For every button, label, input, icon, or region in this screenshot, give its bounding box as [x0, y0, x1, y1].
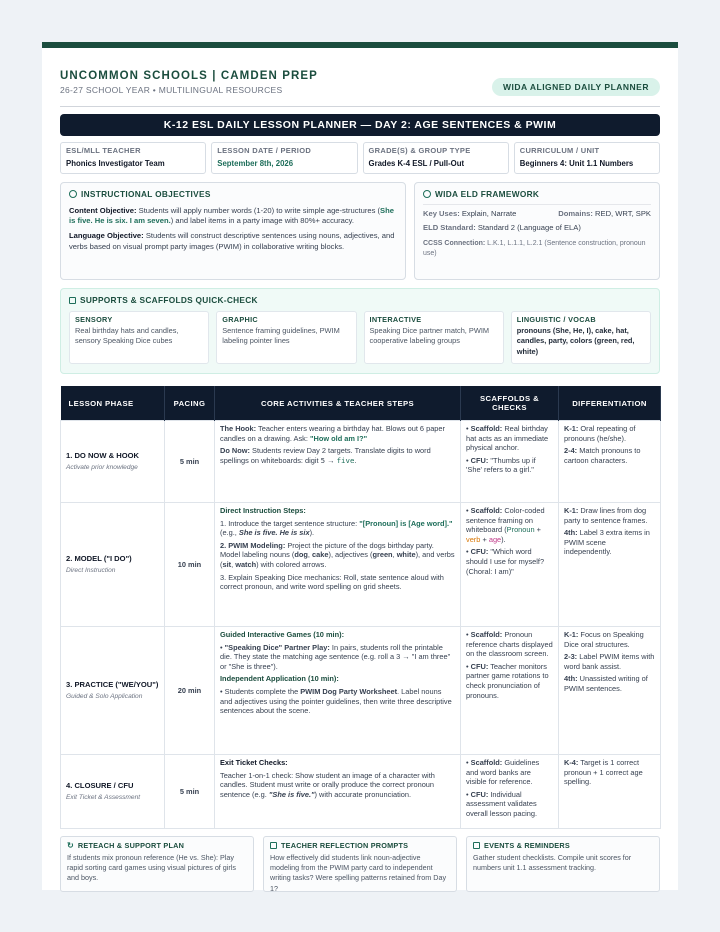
pacing-cell: 5 min — [165, 421, 215, 503]
calendar-icon — [473, 842, 480, 849]
diff-item — [564, 446, 655, 465]
support-linguistic — [511, 311, 651, 364]
diff-text: Focus on Speaking Dice oral structures. — [564, 630, 644, 649]
key-uses-value: Explain, Narrate — [459, 209, 517, 218]
key-uses-label: Key Uses: — [423, 209, 460, 218]
diff-item — [564, 758, 655, 787]
ccss-connection — [423, 239, 651, 258]
phase-cell — [61, 503, 165, 627]
wida-key-uses-row — [423, 209, 651, 219]
step-1-frame: "[Pronoun] is [Age word]." — [359, 518, 453, 528]
do-now-label: Do Now: — [220, 446, 250, 456]
meta-label: ESL/MLL TEACHER — [66, 146, 141, 155]
meta-value: Beginners 4: Unit 1.1 Numbers — [519, 159, 634, 168]
phase-subtitle: Exit Ticket & Assessment — [66, 793, 141, 801]
diff-label: K-1: — [564, 424, 579, 433]
step-3: 3. Explain Speaking Dice mechanics: Roll, state sentence aloud with correct pronoun, and write word spelling on grid sheets. — [220, 572, 444, 592]
phase-cell — [61, 627, 165, 755]
key-uses — [423, 209, 516, 219]
verb-sit: sit — [222, 559, 232, 569]
exit-ticket-example: "She is five." — [268, 789, 315, 799]
phase-name: 1. DO NOW & HOOK — [66, 450, 139, 460]
support-text: Sentence framing guidelines, PWIM labeling pointer lines — [222, 326, 340, 346]
meta-value: Grades K-4 ESL / Pull-Out — [368, 159, 465, 168]
scaffold-item: • Scaffold: Guidelines and word banks are visible for reference. — [466, 758, 540, 787]
reflection-panel — [263, 836, 457, 892]
adj-white: white — [396, 550, 416, 560]
phase-name: 4. CLOSURE / CFU — [66, 780, 134, 790]
events-text: Gather student checklists. Compile unit scores for numbers unit 1.1 assessment tracking. — [473, 853, 632, 873]
noun-cake: cake — [312, 550, 329, 560]
cfu-item: • CFU: "Which word should I use for myself? (Choral: I am)" — [466, 547, 545, 576]
meta-date — [211, 142, 357, 174]
support-label: LINGUISTIC / VOCAB — [516, 315, 596, 324]
bullet: • — [220, 642, 225, 652]
worksheet-name: PWIM Dog Party Worksheet — [300, 686, 398, 696]
step-2-label: 2. PWIM Modeling: — [220, 540, 286, 550]
diff-text: Oral repeating of pronouns (he/she). — [564, 424, 636, 443]
layers-icon — [69, 297, 76, 304]
pacing-cell: 5 min — [165, 755, 215, 829]
wida-badge: WIDA ALIGNED DAILY PLANNER — [492, 78, 660, 96]
support-label: SENSORY — [75, 315, 113, 324]
objectives-heading — [69, 189, 397, 199]
diff-label: 2-3: — [564, 652, 578, 662]
activities-cell — [215, 421, 461, 503]
scaffold-label: Scaffold: — [470, 506, 503, 515]
scaffold-text: Guidelines and word banks are visible for reference. — [466, 758, 540, 787]
differentiation-cell — [559, 503, 661, 627]
table-row — [61, 421, 661, 503]
diff-label: K-1: — [564, 506, 579, 515]
diff-text: Label PWIM items with word bank assist. — [564, 652, 655, 671]
pacing-cell: 20 min — [165, 627, 215, 755]
independent-text — [220, 687, 455, 716]
ccss-label: CCSS Connection: — [423, 240, 486, 248]
cfu-label: CFU: — [470, 547, 489, 557]
diff-label: 2-4: — [564, 446, 578, 456]
content-objective-text: Students will apply number words (1-20) to write simple age-structures ( — [136, 206, 381, 215]
phase-cell — [61, 421, 165, 503]
eld-value: Standard 2 (Language of ELA) — [475, 223, 581, 233]
step-1-eg: (e.g., — [220, 528, 239, 538]
scaffold-text: Pronoun reference charts displayed on the classroom screen. — [466, 630, 553, 659]
diff-text: Unassisted writing of PWIM sentences. — [564, 674, 648, 693]
phase-subtitle: Guided & Solo Application — [66, 692, 143, 700]
diff-item — [564, 652, 655, 671]
support-text: pronouns (She, He, I), cake, hat, candles, party, colors (green, red, white) — [516, 326, 635, 356]
col-pacing: PACING — [165, 386, 215, 421]
col-scaffolds: SCAFFOLDS & CHECKS — [461, 386, 559, 421]
cfu-text: "Thumbs up if 'She' refers to a girl." — [466, 455, 536, 475]
support-label: INTERACTIVE — [369, 315, 422, 324]
reflection-heading-text: TEACHER REFLECTION PROMPTS — [281, 841, 409, 850]
meta-value: September 8th, 2026 — [217, 159, 294, 168]
brand-subtitle: 26-27 SCHOOL YEAR • MULTILINGUAL RESOURCES — [60, 85, 283, 95]
language-objective — [69, 231, 397, 251]
phase-subtitle: Activate prior knowledge — [66, 463, 138, 471]
target-icon — [69, 190, 77, 198]
meta-label: GRADE(S) & GROUP TYPE — [368, 146, 471, 155]
reflection-heading — [270, 841, 450, 850]
page-title — [60, 114, 660, 136]
supports-heading-text: SUPPORTS & SCAFFOLDS QUICK-CHECK — [80, 295, 258, 305]
exit-ticket-end: ) with accurate pronunciation. — [314, 789, 412, 799]
supports-heading — [69, 295, 651, 305]
support-label: GRAPHIC — [222, 315, 258, 324]
activities-heading: Direct Instruction Steps: — [220, 506, 306, 515]
support-graphic — [216, 311, 356, 364]
guided-body: In pairs, students roll the printable die. They state the matching age sentence (e.g. roll a 3 → "I am three" or "She is three"). — [220, 642, 451, 671]
lesson-table — [60, 386, 661, 829]
content-objective-text-end: ) and label items in a party image with 80%+ accuracy. — [170, 216, 354, 226]
diff-label: K-1: — [564, 630, 579, 639]
events-panel — [466, 836, 660, 892]
scaffold-text: Color-coded sentence framing on whiteboard ( — [466, 506, 545, 535]
domains-label: Domains: — [558, 209, 593, 218]
refresh-icon: ↻ — [67, 841, 74, 850]
do-now-text — [220, 446, 455, 465]
meta-grade — [363, 142, 509, 174]
diff-item — [564, 674, 655, 693]
diff-item — [564, 630, 655, 649]
activities-cell — [215, 503, 461, 627]
globe-icon — [423, 190, 431, 198]
frame-age: age — [488, 534, 502, 544]
step-1-example: She is five. He is six — [238, 528, 310, 538]
hook-quote: "How old am I?" — [309, 433, 368, 443]
content-objective-label: Content Objective: — [69, 206, 137, 215]
adj-green: green — [372, 550, 393, 560]
step-2-text-c: ), and verbs ( — [220, 550, 455, 569]
col-lesson-phase: LESSON PHASE — [61, 386, 165, 421]
ccss-note: (Sentence construction, pronoun use) — [423, 240, 646, 257]
domains — [558, 209, 651, 219]
lightbulb-icon — [270, 842, 277, 849]
phase-cell — [61, 755, 165, 829]
differentiation-cell — [559, 627, 661, 755]
scaffold-item: • Scaffold: Pronoun reference charts displayed on the classroom screen. — [466, 630, 553, 659]
diff-text: Match pronouns to cartoon characters. — [564, 446, 641, 465]
pacing-cell: 10 min — [165, 503, 215, 627]
diff-label: K-4: — [564, 758, 579, 767]
reflection-text: How effectively did students link noun-adjective modeling from the PWIM party card to independent writing tasks? Were spelling patterns retained from Day 1? — [270, 853, 447, 893]
independent-heading: Independent Application (10 min): — [220, 674, 339, 684]
reteach-heading — [67, 841, 247, 850]
step-2-text-d: ) with colored arrows. — [256, 559, 327, 569]
scaffold-item: • Scaffold: Color-coded sentence framing on whiteboard (Pronoun + verb + age). — [466, 506, 545, 544]
reteach-heading-text: RETEACH & SUPPORT PLAN — [77, 841, 185, 850]
verb-watch: watch — [235, 559, 257, 569]
col-differentiation: DIFFERENTIATION — [559, 386, 661, 421]
step-2 — [220, 541, 455, 570]
independent-body: • Students complete the — [220, 686, 301, 696]
diff-item — [564, 424, 655, 443]
domains-value: RED, WRT, SPK — [592, 209, 651, 218]
cfu-item: • CFU: "Thumbs up if 'She' refers to a girl." — [466, 455, 536, 475]
phase-subtitle: Direct Instruction — [66, 566, 116, 574]
frame-plus: + — [534, 525, 541, 535]
scaffold-cell — [461, 755, 559, 829]
support-interactive — [364, 311, 504, 364]
cfu-text: Teacher monitors partner game rotations to check pronunciation of pronouns. — [466, 661, 549, 700]
do-now-end: . — [354, 455, 357, 465]
diff-label: 4th: — [564, 674, 578, 684]
support-text: Real birthday hats and candles, sensory Speaking Dice cubes — [75, 326, 179, 346]
step-2-text-b: ), adjectives ( — [328, 550, 373, 560]
supports-grid — [69, 311, 651, 364]
guided-heading: Guided Interactive Games (10 min): — [220, 630, 345, 639]
header-divider — [60, 106, 660, 107]
separator: , — [231, 559, 236, 569]
reteach-text: If students mix pronoun reference (He vs. She): Play rapid sorting card games using visual pictures of girls and boys. — [67, 853, 236, 883]
objectives-panel — [60, 182, 406, 280]
cfu-label: CFU: — [470, 455, 489, 465]
support-text: Speaking Dice partner match, PWIM cooperative labeling groups — [369, 326, 490, 346]
objectives-heading-text: INSTRUCTIONAL OBJECTIVES — [81, 189, 211, 199]
exit-ticket-body: Teacher 1-on-1 check: Show student an image of a character with candles. Student must write or orally produce the correct pronoun sentence (e.g. — [220, 770, 435, 799]
scaffold-label: Scaffold: — [470, 424, 503, 433]
language-objective-text: Students will construct descriptive sentences using nouns, adjectives, and verbs based on visual prompt party images (PWIM) in collaborative writing blocks. — [69, 231, 395, 251]
frame-end: ). — [501, 534, 506, 544]
table-header-row — [61, 386, 661, 421]
scaffold-cell — [461, 503, 559, 627]
eld-label: ELD Standard: — [423, 223, 476, 233]
do-now-word: five — [336, 455, 355, 465]
meta-value: Phonics Investigator Team — [66, 159, 165, 168]
frame-verb: verb — [466, 534, 481, 544]
brand-block — [60, 70, 318, 95]
page-title-text: K-12 ESL DAILY LESSON PLANNER — DAY 2: AGE SENTENCES & PWIM — [163, 119, 557, 131]
diff-text: Draw lines from dog party to sentence frames. — [564, 506, 648, 525]
table-row — [61, 755, 661, 829]
cfu-item: • CFU: Individual assessment validates overall lesson pacing. — [466, 789, 538, 818]
scaffold-cell — [461, 421, 559, 503]
exit-ticket-text — [220, 771, 455, 800]
step-2-text: Project the picture of the dogs birthday party. Model labeling nouns ( — [220, 540, 434, 560]
col-core-activities: CORE ACTIVITIES & TEACHER STEPS — [215, 386, 461, 421]
meta-curriculum — [514, 142, 660, 174]
hook-body: Teacher enters wearing a birthday hat. Blows out 6 paper candles on a drawing. Ask: — [220, 424, 445, 443]
do-now-arrow: → — [325, 455, 337, 465]
noun-dog: dog — [294, 550, 308, 560]
cfu-label: CFU: — [470, 789, 489, 799]
cfu-label: CFU: — [470, 661, 489, 671]
support-sensory — [69, 311, 209, 364]
content-objective — [69, 206, 397, 226]
step-1 — [220, 519, 455, 538]
table-row — [61, 627, 661, 755]
cfu-text: "Which word should I use for myself? (Choral: I am)" — [466, 547, 545, 576]
scaffold-cell — [461, 627, 559, 755]
diff-item — [564, 528, 655, 557]
do-now-digit: 5 — [320, 455, 326, 465]
eld-standard — [423, 223, 651, 233]
meta-teacher — [60, 142, 206, 174]
phase-name: 3. PRACTICE ("WE/YOU") — [66, 679, 159, 689]
hook-text — [220, 424, 455, 443]
separator: , — [307, 550, 313, 560]
wida-divider — [423, 204, 651, 205]
activities-cell — [215, 755, 461, 829]
wida-heading-text: WIDA ELD FRAMEWORK — [435, 189, 540, 199]
wida-heading — [423, 189, 651, 199]
differentiation-cell — [559, 755, 661, 829]
frame-plus: + — [480, 534, 489, 544]
language-objective-label: Language Objective: — [69, 231, 144, 241]
phase-name: 2. MODEL ("I DO") — [66, 553, 132, 563]
meta-label: CURRICULUM / UNIT — [519, 146, 600, 155]
scaffold-text: Real birthday hat acts as an immediate physical anchor. — [466, 424, 549, 453]
brand-name: UNCOMMON SCHOOLS | CAMDEN PREP — [60, 70, 318, 82]
cfu-text: Individual assessment validates overall lesson pacing. — [466, 789, 538, 818]
guided-text — [220, 643, 455, 672]
lesson-meta — [60, 142, 660, 174]
diff-label: 4th: — [564, 528, 578, 538]
ccss-codes: L.K.1, L.1.1, L.2.1 — [485, 240, 543, 248]
independent-body-end: . Label nouns and adjectives using the pointer guidelines, then write three descriptive sentences about the scene. — [220, 686, 452, 716]
activities-cell — [215, 627, 461, 755]
scaffold-label: Scaffold: — [470, 630, 503, 639]
frame-pronoun: Pronoun — [506, 525, 535, 535]
reteach-panel — [60, 836, 254, 892]
planner-page — [42, 42, 678, 893]
scaffold-label: Scaffold: — [470, 758, 503, 767]
cfu-item: • CFU: Teacher monitors partner game rotations to check pronunciation of pronouns. — [466, 661, 549, 700]
content-objective-highlight: She is five. He is six. I am seven. — [69, 206, 394, 226]
wida-panel — [414, 182, 660, 280]
hook-label: The Hook: — [220, 424, 257, 433]
scaffold-item: • Scaffold: Real birthday hat acts as an immediate physical anchor. — [466, 424, 549, 453]
step-1-end: ). — [309, 528, 315, 538]
step-1-text: 1. Introduce the target sentence structure: — [220, 518, 360, 528]
differentiation-cell — [559, 421, 661, 503]
diff-item — [564, 506, 655, 525]
diff-text: Target is 1 correct pronoun + 1 correct age spelling. — [564, 758, 643, 787]
table-row — [61, 503, 661, 627]
guided-label: "Speaking Dice" Partner Play: — [224, 642, 330, 652]
events-heading-text: EVENTS & REMINDERS — [484, 841, 570, 850]
do-now-body: Students review Day 2 targets. Translate digits to word spellings on whiteboards: digit — [220, 446, 431, 465]
events-heading — [473, 841, 653, 850]
exit-ticket-heading: Exit Ticket Checks: — [220, 758, 288, 767]
separator: , — [392, 550, 397, 560]
supports-panel — [60, 288, 660, 374]
meta-label: LESSON DATE / PERIOD — [217, 146, 312, 155]
diff-text: Label 3 extra items in PWIM scene independently. — [564, 528, 650, 557]
